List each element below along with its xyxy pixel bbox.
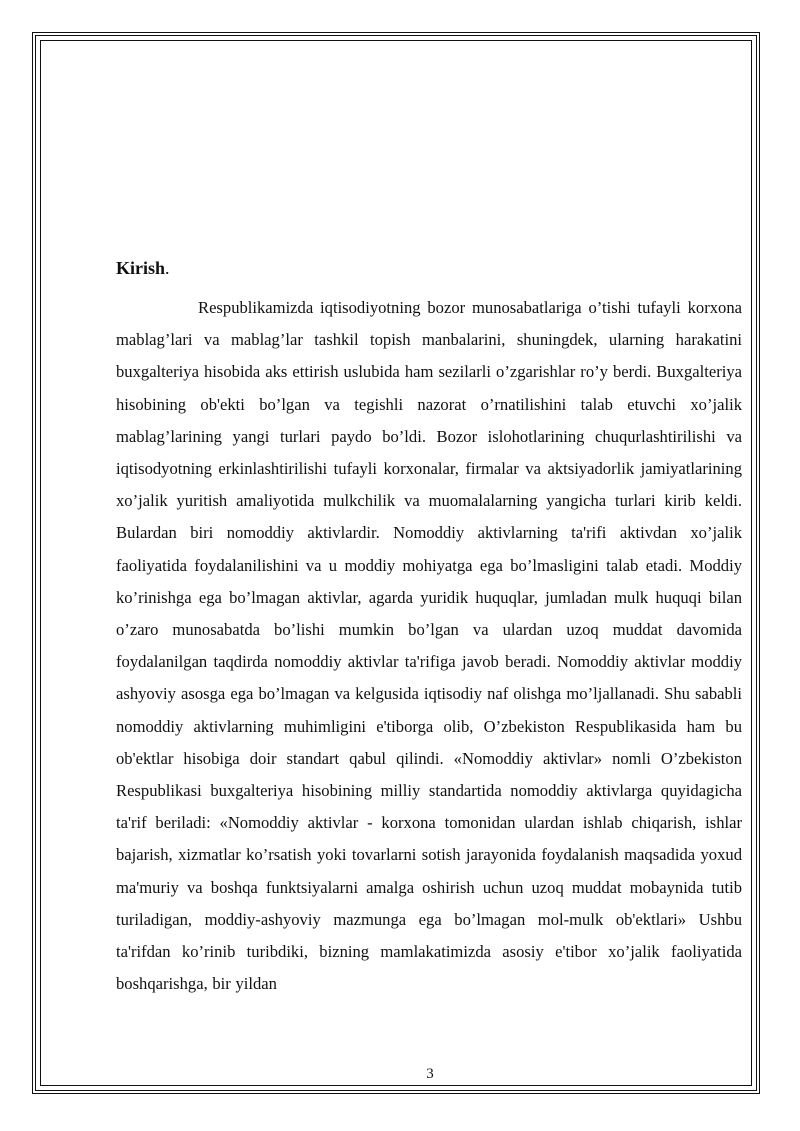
section-heading: [116, 256, 742, 280]
heading-text: Kirish: [116, 258, 166, 278]
document-body: [116, 256, 742, 1000]
heading-punct: .: [165, 258, 170, 278]
body-paragraph: Respublikamizda iqtisodiyotning bozor munosabatlariga o’tishi tufayli korxona mablag’lari va mablag’lar tashkil topish manbalarini, shuningdek, ularning harakatini buxgalteriya hisobida aks ettirish uslubida ham sezilarli o’zgarishlar ro’y berdi. Buxgalteriya hisobining ob'ekti bo’lgan va tegishli nazorat o’rnatilishini talab etuvchi xo’jalik mablag’larining yangi turlari paydo bo’ldi. Bozor islohotlarining chuqurlashtirilishi va iqtisodyotning erkinlashtirilishi tufayli korxonalar, firmalar va aktsiyadorlik jamiyatlarining xo’jalik yuritish amaliyotida mulkchilik va muomalalarning yangicha turlari kirib keldi. Bulardan biri nomoddiy aktivlardir. Nomoddiy aktivlarning ta'rifi aktivdan xo’jalik faoliyatida foydalanilishini va u moddiy mohiyatga ega bo’lmasligini talab etadi. Moddiy ko’rinishga ega bo’lmagan aktivlar, agarda yuridik huquqlar, jumladan mulk huquqi bilan o’zaro munosabatda bo’lishi mumkin bo’lgan va ulardan uzoq muddat davomida foydalanilgan taqdirda nomoddiy aktivlar ta'rifiga javob beradi. Nomoddiy aktivlar moddiy ashyoviy asosga ega bo’lmagan va kelgusida iqtisodiy naf olishga mo’ljallanadi. Shu sababli nomoddiy aktivlarning muhimligini e'tiborga olib, O’zbekiston Respublikasida ham bu ob'ektlar hisobiga doir standart qabul qilindi. «Nomoddiy aktivlar» nomli O’zbekiston Respublikasi buxgalteriya hisobining milliy standartida nomoddiy aktivlarga quyidagicha ta'rif beriladi: «Nomoddiy aktivlar - korxona tomonidan ulardan ishlab chiqarish, ishlar bajarish, xizmatlar ko’rsatish yoki tovarlarni sotish jarayonida foydalanish maqsadida yoxud ma'muriy va boshqa funktsiyalarni amalga oshirish uchun uzoq muddat mobaynida tutib turiladigan, moddiy-ashyoviy mazmunga ega bo’lmagan mol-mulk ob'ektlari» Ushbu ta'rifdan ko’rinib turibdiki, bizning mamlakatimizda asosiy e'tibor xo’jalik faoliyatida boshqarishga, bir yildan: [116, 298, 742, 994]
page-number: 3: [426, 1066, 434, 1082]
